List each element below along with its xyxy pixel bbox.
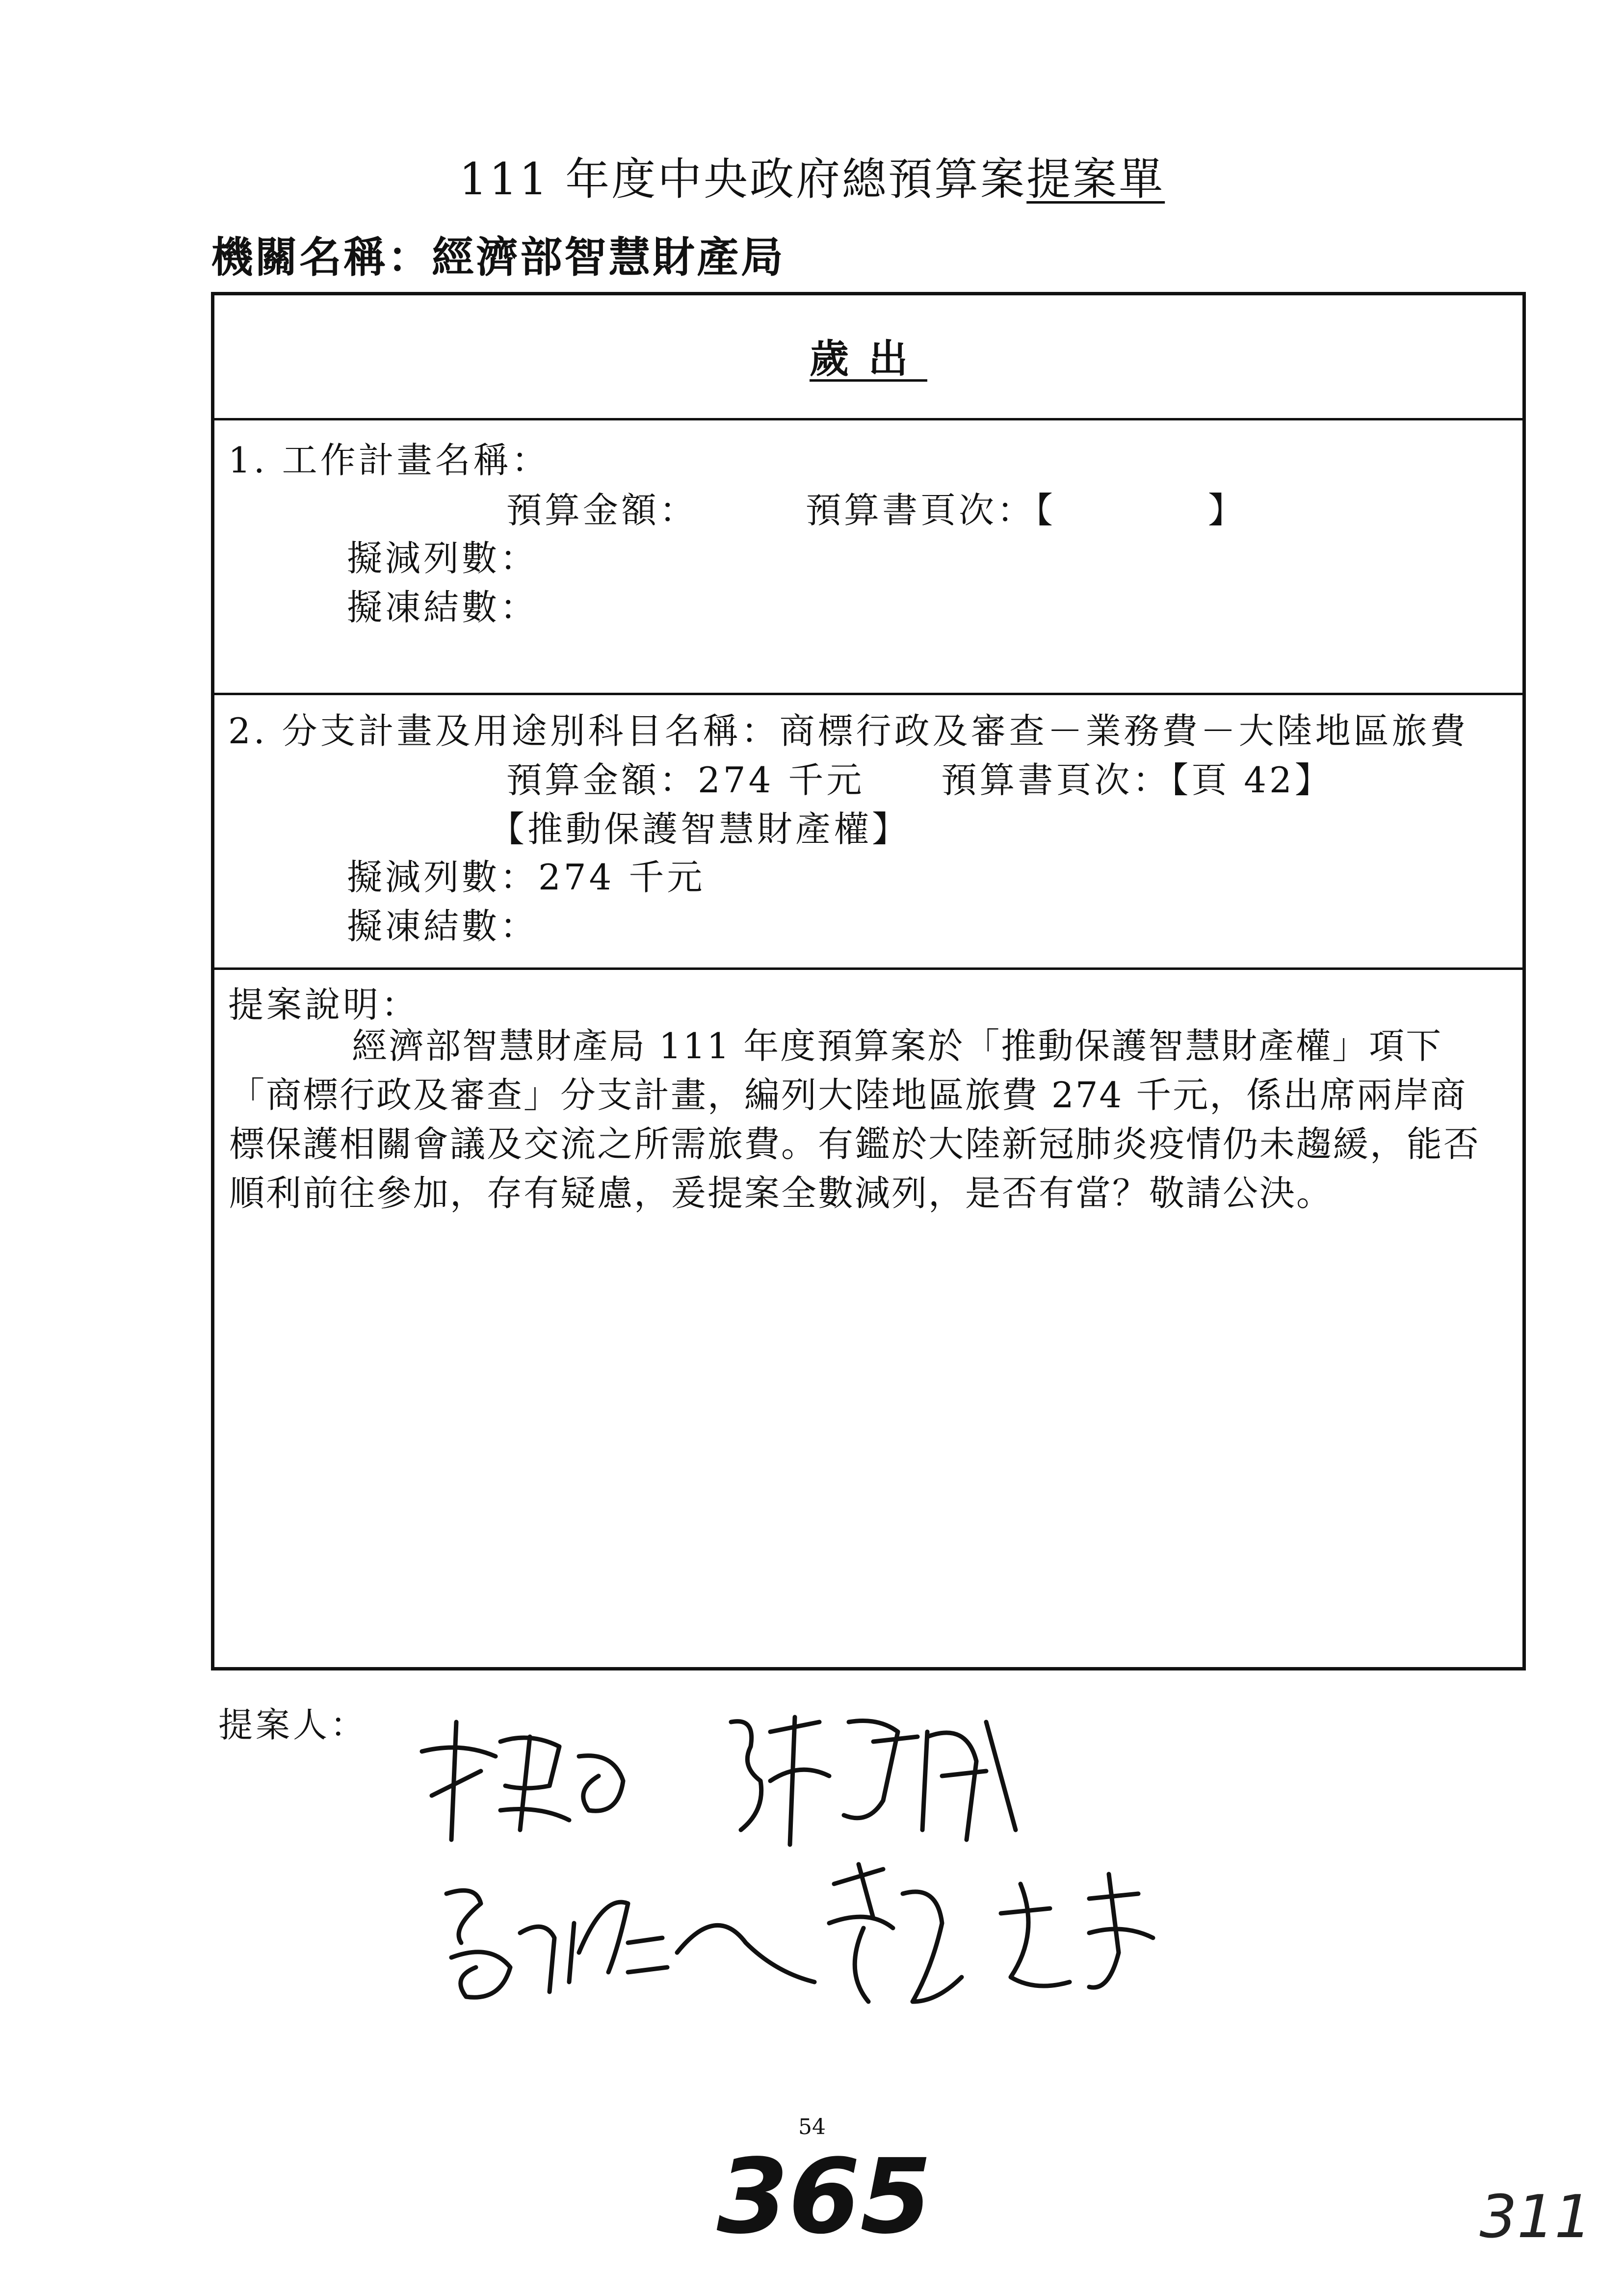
explanation-body: 經濟部智慧財產局 111 年度預算案於「推動保護智慧財產權」項下「商標行政及審查」分支計畫，編列大陸地區旅費 274 千元，係出席兩岸商標保護相關會議及交流之所需旅費。有鑑於大陸新冠肺炎疫情仍未趨緩，能否順利前往參加，存有疑慮，爰提案全數減列，是否有當？敬請公決。	[229, 1025, 1481, 1214]
agency-name: 機關名稱：經濟部智慧財產局	[211, 233, 785, 282]
section1-amount-label: 預算金額：	[506, 490, 698, 531]
section1-freeze-label: 擬凍結數：	[347, 587, 539, 628]
signature-4	[814, 1854, 1168, 2016]
proposal-form	[211, 292, 1526, 1670]
divider	[214, 418, 1522, 420]
proposer-label: 提案人：	[218, 1705, 367, 1745]
section2-program-line: 【推動保護智慧財產權】	[489, 809, 911, 850]
handwritten-number-text: 365	[716, 2139, 932, 2252]
title-underlined: 提案單	[1026, 154, 1165, 205]
handwritten-number	[702, 2139, 947, 2252]
section2-amount-line: 預算金額：274 千元 預算書頁次：【頁 42】	[506, 759, 1333, 801]
handwritten-corner-text: 311	[1479, 2183, 1592, 2251]
divider	[214, 693, 1522, 695]
signature-1	[402, 1712, 638, 1850]
signature-3	[432, 1874, 824, 2021]
explanation-section	[214, 967, 1522, 1667]
section2-reduce-line: 擬減列數：274 千元	[347, 857, 706, 898]
section1-reduce-label: 擬減列數：	[347, 538, 539, 579]
page-title: 111 年度中央政府總預算案提案單	[459, 154, 1165, 205]
section1-name-label: 1. 工作計畫名稱：	[228, 440, 550, 481]
section2-freeze-label: 擬凍結數：	[347, 906, 539, 947]
section1-page-label: 預算書頁次：【	[806, 490, 1056, 531]
signature-2	[711, 1702, 1030, 1854]
handwritten-corner	[1472, 2178, 1599, 2252]
explanation-label: 提案說明：	[228, 984, 420, 1025]
section1-page-close: 】	[1208, 490, 1247, 531]
section2-name-line: 2. 分支計畫及用途別科目名稱：商標行政及審查－業務費－大陸地區旅費	[228, 710, 1468, 752]
page-number: 54	[798, 2114, 826, 2139]
form-header: 歲出	[810, 336, 927, 382]
